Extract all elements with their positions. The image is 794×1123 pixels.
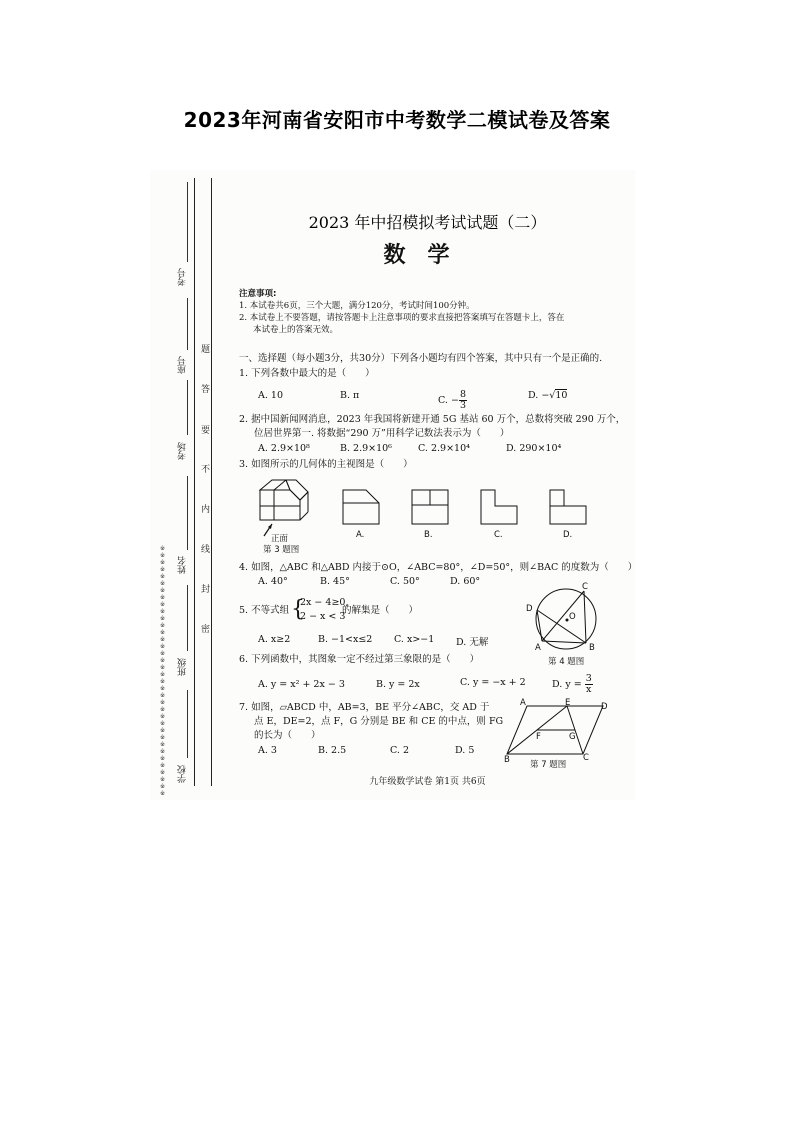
q3-option-a-figure (342, 489, 380, 525)
field-room-line (187, 380, 188, 435)
q4-option-d: D. 60° (450, 576, 481, 587)
field-name: 姓名 (178, 556, 188, 574)
q5-stem (239, 604, 289, 617)
page-footer: 九年级数学试卷 第1页 共6页 (369, 777, 486, 787)
q1-option-d-prefix: D. −√ (528, 390, 556, 401)
q3-stem: 3. 如图所示的几何体的主视图是（ ） (239, 459, 413, 470)
field-seat: 座号 (178, 356, 188, 374)
q3-option-d-figure (549, 489, 587, 525)
fraction-denominator: 3 (459, 400, 466, 411)
fraction-numerator: 8 (459, 389, 466, 400)
q7-point-d: D (601, 702, 608, 712)
q4-option-b: B. 45° (320, 576, 350, 587)
cut-char: 要 (201, 426, 211, 436)
cut-char: 答 (201, 385, 211, 395)
q7-option-b: B. 2.5 (318, 745, 347, 756)
cut-char: 线 (201, 545, 211, 555)
field-room: 考场 (178, 442, 188, 460)
q7-point-f: F (536, 732, 541, 742)
notice-item-2-cont: 本试卷上的答案无效。 (253, 325, 339, 335)
q4-point-a: A (535, 643, 541, 653)
field-seat-line (187, 298, 188, 350)
q1-stem: 1. 下列各数中最大的是（ ） (239, 368, 375, 379)
fraction (585, 674, 593, 695)
q2-stem-line-2: 位居世界第一. 将数据“290 万”用科学记数法表示为（ ） (254, 428, 510, 439)
cut-char: 题 (201, 345, 211, 355)
cut-char: 不 (201, 465, 211, 475)
q7-stem-line-2: 点 E，DE=2，点 F，G 分别是 BE 和 CE 的中点，则 FG (254, 716, 504, 727)
q7-parallelogram-figure (505, 702, 605, 758)
field-exam-no-line (187, 182, 188, 262)
q7-option-a: A. 3 (258, 745, 277, 756)
q5-stem-suffix: 的解集是（ ） (342, 605, 419, 616)
q7-figure-caption: 第 7 题图 (530, 760, 567, 770)
q4-point-o: O (569, 612, 576, 622)
q3-option-a: A. (356, 530, 365, 540)
field-class: 班级 (178, 658, 188, 676)
notice-item-1: 1. 本试卷共6页，三个大题，满分120分，考试时间100分钟。 (239, 301, 475, 311)
q5-stem-prefix: 5. 不等式组 (239, 605, 290, 616)
field-exam-no: 考号 (178, 268, 188, 286)
q6-stem: 6. 下列函数中，其图象一定不经过第三象限的是（ ） (239, 654, 480, 665)
q1-option-c-prefix: C. − (438, 395, 459, 406)
q2-option-b: B. 2.9×10⁶ (340, 443, 392, 454)
q1-option-a: A. 10 (258, 390, 283, 401)
q2-option-c: C. 2.9×10⁴ (418, 443, 470, 454)
q7-option-c: C. 2 (390, 745, 410, 756)
notice-item-2: 2. 本试卷上不要答题，请按答题卡上注意事项的要求直接把答案填写在答题卡上，答在 (239, 313, 565, 323)
stars-border: ※※※※※※※※※※※※※※※※※※※※※※※※※※※※※※※※※※※※ (160, 545, 166, 797)
q4-option-c: C. 50° (390, 576, 420, 587)
q6-option-d-prefix: D. y = (552, 679, 582, 690)
q7-point-g: G (569, 732, 576, 742)
q7-point-a: A (520, 698, 526, 708)
q2-option-a: A. 2.9×10⁸ (258, 443, 310, 454)
cut-char: 密 (201, 625, 211, 635)
q5-system-brace: { (291, 597, 305, 622)
field-class-line (187, 585, 188, 651)
q5-option-b: B. −1<x≤2 (318, 634, 373, 645)
q4-point-d: D (526, 604, 533, 614)
notice-heading: 注意事项: (239, 289, 277, 299)
radicand: 10 (555, 390, 568, 401)
fraction-numerator: 3 (585, 673, 592, 684)
q3-option-c-figure (480, 489, 518, 525)
section-1-heading: 一、选择题（每小题3分，共30分）下列各小题均有四个答案，其中只有一个是正确的. (239, 353, 603, 364)
q1-option-c (438, 390, 467, 411)
exam-title: 2023 年中招模拟考试试题（二） (308, 213, 547, 232)
q5-option-d: D. 无解 (456, 637, 489, 648)
cut-char: 封 (201, 585, 211, 595)
q5-option-c: C. x>−1 (394, 634, 435, 645)
q7-point-e: E (565, 698, 571, 708)
q7-point-c: C (583, 753, 589, 763)
q1-option-d (528, 390, 567, 401)
binding-line-outer (194, 178, 195, 786)
q7-stem-line-3: 的长为（ ） (254, 730, 321, 741)
q3-figure-caption: 第 3 题图 (263, 545, 300, 555)
q5-inequality-1: 2x − 4≥0, (300, 597, 349, 608)
q7-point-b: B (504, 755, 510, 765)
q3-solid-figure (256, 476, 316, 540)
q6-option-a: A. y = x² + 2x − 3 (258, 679, 345, 690)
q6-option-c: C. y = −x + 2 (460, 677, 526, 688)
q3-option-b: B. (424, 530, 433, 540)
q5-option-a: A. x≥2 (258, 634, 291, 645)
q6-option-d (552, 674, 593, 695)
q4-point-c: C (582, 582, 588, 592)
q6-option-b: B. y = 2x (376, 679, 420, 690)
fraction-denominator: x (586, 684, 592, 695)
q3-front-label: 正面 (271, 534, 289, 544)
q3-option-d: D. (563, 530, 573, 540)
q4-point-b: B (589, 643, 595, 653)
binding-line-inner (211, 178, 212, 786)
page-title: 2023年河南省安阳市中考数学二模试卷及答案 (183, 108, 611, 132)
q4-figure-caption: 第 4 题图 (548, 657, 585, 667)
fraction (459, 390, 467, 411)
q2-option-d: D. 290×10⁴ (506, 443, 562, 454)
subject-title: 数学 (383, 243, 472, 268)
q7-stem-line-1: 7. 如图，▱ABCD 中，AB=3，BE 平分∠ABC，交 AD 于 (239, 702, 490, 713)
q3-option-b-figure (411, 489, 449, 525)
q3-option-c: C. (494, 530, 503, 540)
cut-char: 内 (201, 505, 211, 515)
q1-option-b: B. π (340, 390, 360, 401)
field-school-line (187, 690, 188, 758)
q5-inequality-2: 2 − x < 3 (300, 611, 346, 622)
field-school: 学校 (178, 765, 188, 783)
q2-stem-line-1: 2. 据中国新闻网消息，2023 年我国将新建开通 5G 基站 60 万个，总数将突破 290 万个， (239, 414, 626, 425)
q4-stem: 4. 如图，△ABC 和△ABD 内接于⊙O，∠ABC=80°，∠D=50°，则∠BAC 的度数为（ ） (239, 562, 638, 573)
field-name-line (187, 476, 188, 550)
q7-option-d: D. 5 (455, 745, 475, 756)
q4-option-a: A. 40° (258, 576, 288, 587)
